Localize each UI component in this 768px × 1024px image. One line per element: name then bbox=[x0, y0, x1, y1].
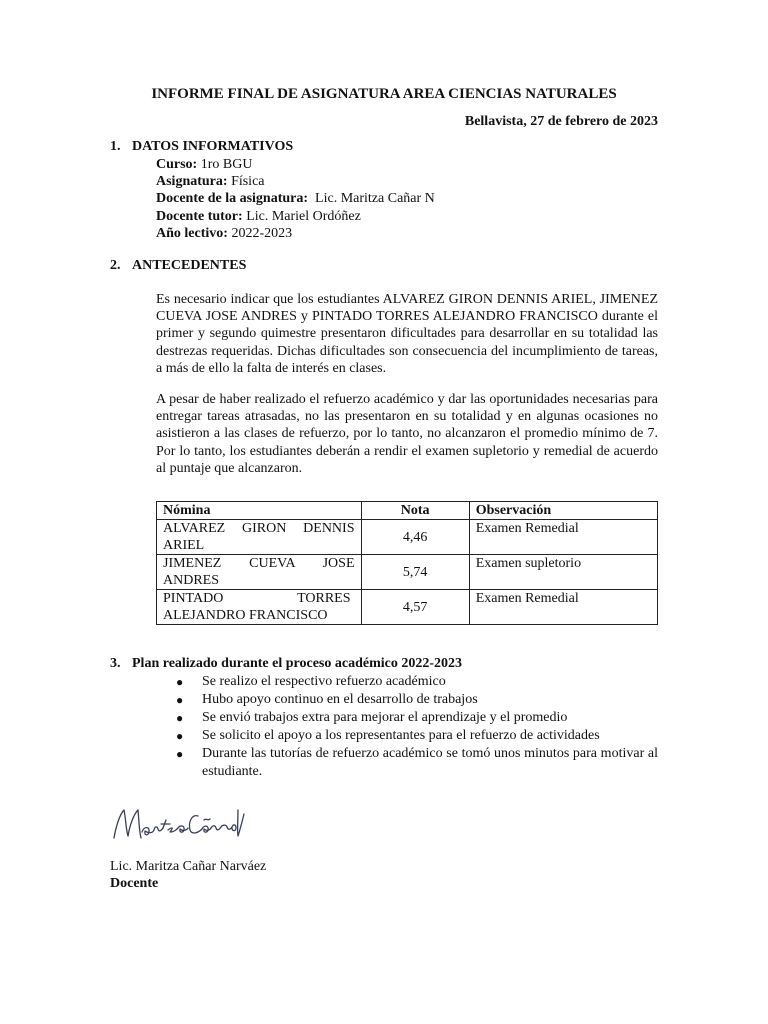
list-item bbox=[156, 727, 658, 745]
field-tutor bbox=[156, 208, 435, 225]
field-value: Lic. Maritza Cañar N bbox=[308, 191, 435, 207]
document-date: Bellavista, 27 de febrero de 2023 bbox=[464, 114, 658, 129]
header-nomina: Nómina bbox=[157, 502, 362, 520]
field-label: Asignatura: bbox=[156, 174, 228, 190]
document-title: INFORME FINAL DE ASIGNATURA AREA CIENCIAS NATURALES bbox=[151, 86, 617, 102]
antecedentes-paragraph-2: A pesar de haber realizado el refuerzo académico y dar las oportunidades necesarias para entregar tareas atrasadas, no las presentaron en su totalidad y en algunas ocasiones no asistieron a las clases de refuerzo, por lo tanto, no alcanzaron el promedio mínimo de 7. Por lo tanto, los estudiantes deberán a rendir el examen supletorio y remedial de acuerdo al puntaje que alcanzaron. bbox=[156, 392, 658, 476]
header-observacion: Observación bbox=[469, 502, 657, 520]
list-item-text: Hubo apoyo continuo en el desarrollo de trabajos bbox=[202, 692, 478, 707]
field-label: Docente de la asignatura: bbox=[156, 191, 309, 207]
section-number: 1. bbox=[110, 139, 121, 154]
antecedentes-paragraph-1: Es necesario indicar que los estudiantes ALVAREZ GIRON DENNIS ARIEL, JIMENEZ CUEVA JOSE ANDRES y PINTADO TORRES ALEJANDRO FRANCISCO durante el primer y segundo quimestre presentaron dificultades para desarrollar en su totalidad las destrezas requeridas. Dichas dificultades son consecuencia del incumplimiento de tareas, a más de ello la falta de interés en clases. bbox=[156, 292, 658, 376]
list-item-text: Se solicito el apoyo a los representantes para el refuerzo de actividades bbox=[202, 728, 600, 743]
table-row bbox=[157, 555, 658, 590]
info-fields bbox=[156, 156, 435, 242]
list-item-text: Se envió trabajos extra para mejorar el aprendizaje y el promedio bbox=[202, 710, 568, 725]
list-item bbox=[156, 709, 658, 727]
cell-name: PINTADO TORRES ALEJANDRO FRANCISCO bbox=[157, 590, 362, 625]
list-item bbox=[156, 673, 658, 691]
section-title: ANTECEDENTES bbox=[132, 258, 247, 273]
bullet-icon: ● bbox=[176, 729, 184, 743]
section-title: Plan realizado durante el proceso académico 2022-2023 bbox=[132, 656, 462, 671]
field-value: Lic. Mariel Ordóñez bbox=[242, 208, 361, 224]
list-item-text: Durante las tutorías de refuerzo académico se tomó unos minutos para motivar al estudiante. bbox=[202, 746, 658, 779]
field-docente bbox=[156, 190, 435, 207]
cell-grade: 4,46 bbox=[361, 520, 469, 555]
field-label: Curso: bbox=[156, 157, 198, 172]
signer-role: Docente bbox=[110, 876, 159, 891]
cell-note: Examen Remedial bbox=[469, 590, 657, 625]
plan-list bbox=[156, 673, 658, 781]
field-value: 1ro BGU bbox=[197, 157, 253, 172]
field-label: Año lectivo: bbox=[156, 225, 228, 241]
field-value: Física bbox=[227, 174, 265, 190]
section-3-heading bbox=[110, 656, 462, 672]
bullet-icon: ● bbox=[176, 675, 184, 689]
list-item-text: Se realizo el respectivo refuerzo académico bbox=[202, 674, 446, 689]
section-number: 2. bbox=[110, 258, 121, 273]
list-item bbox=[156, 691, 658, 709]
table-row bbox=[157, 590, 658, 625]
section-title: DATOS INFORMATIVOS bbox=[132, 139, 294, 154]
list-item bbox=[156, 745, 658, 781]
cell-name: ALVAREZ GIRON DENNIS ARIEL bbox=[157, 520, 362, 555]
table-row bbox=[157, 520, 658, 555]
signer-block bbox=[110, 858, 266, 892]
cell-grade: 4,57 bbox=[361, 590, 469, 625]
header-nota: Nota bbox=[361, 502, 469, 520]
signer-name: Lic. Maritza Cañar Narváez bbox=[110, 859, 267, 874]
cell-note: Examen Remedial bbox=[469, 520, 657, 555]
bullet-icon: ● bbox=[176, 747, 184, 761]
field-ano-lectivo bbox=[156, 225, 435, 242]
handwritten-signature bbox=[108, 800, 248, 848]
cell-name: JIMENEZ CUEVA JOSE ANDRES bbox=[157, 555, 362, 590]
cell-grade: 5,74 bbox=[361, 555, 469, 590]
bullet-icon: ● bbox=[176, 711, 184, 725]
grades-table bbox=[156, 501, 658, 625]
field-asignatura bbox=[156, 173, 435, 190]
table-header-row bbox=[157, 502, 658, 520]
cell-note: Examen supletorio bbox=[469, 555, 657, 590]
section-2-heading bbox=[110, 258, 246, 274]
section-number: 3. bbox=[110, 656, 121, 671]
field-curso bbox=[156, 156, 435, 173]
field-label: Docente tutor: bbox=[156, 208, 243, 224]
section-1-heading bbox=[110, 139, 293, 155]
bullet-icon: ● bbox=[176, 693, 184, 707]
field-value: 2022-2023 bbox=[227, 225, 293, 241]
